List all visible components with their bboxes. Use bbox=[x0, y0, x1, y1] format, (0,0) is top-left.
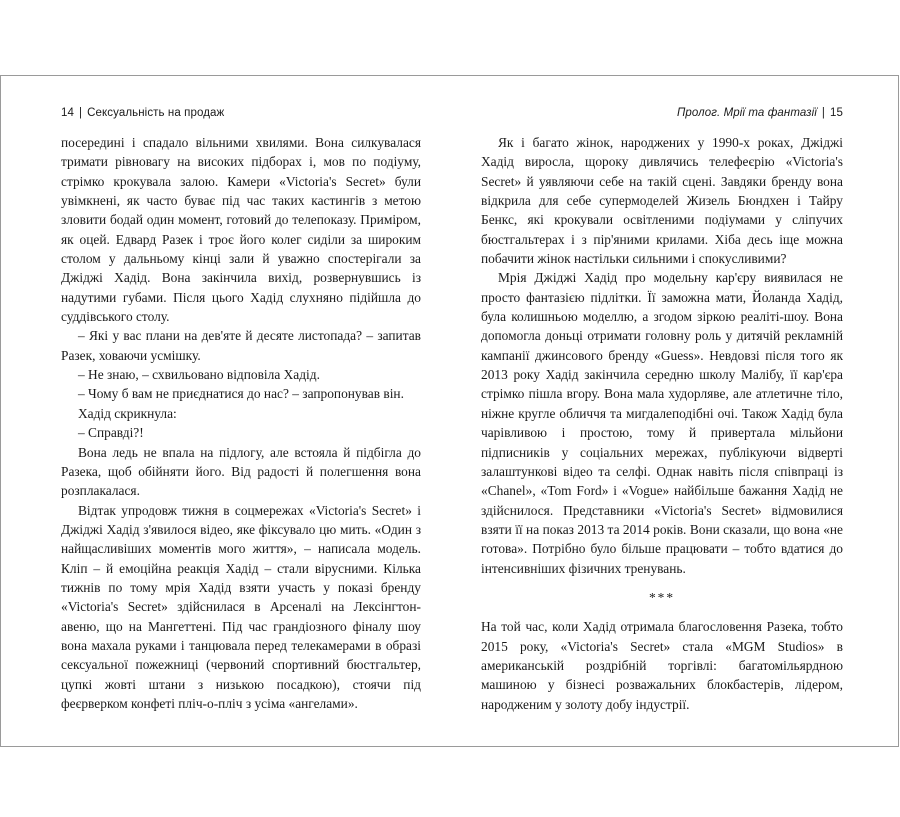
dialogue-line: – Справді?! bbox=[78, 425, 144, 441]
paragraph: Відтак упродовж тижня в соцмережах «Victoria's Secret» і Джіджі Хадід з'явилося відео, яке фіксувало цю мить. «Один з найщасливіших моментів мого життя», – написала модель. Кліп – й емоційна реакція Хадід – стали вірусними. Кілька тижнів по тому мрія Хадід взяти участь у показі бренду «Victoria's Secret» здійснилася в Арсеналі на Лексінгтон-авеню, що на Мангеттені. Під час грандіозного фіналу шоу вона махала руками і танцювала перед телекамерами в образі сексуальної пожежниці (червоний спортивний бюстгальтер, цупкі жовті штани з низькою посадкою), стоячи під феєрверком конфеті пліч-о-пліч з усіма «ангелами». bbox=[61, 502, 421, 711]
paragraph: Хадід скрикнула: bbox=[78, 405, 177, 421]
right-page bbox=[481, 76, 843, 746]
left-page-body bbox=[61, 133, 421, 713]
left-header-title: Сексуальність на продаж bbox=[87, 107, 225, 119]
header-separator: | bbox=[821, 107, 825, 119]
right-header-title: Пролог. Мрії та фантазії bbox=[676, 107, 817, 119]
paragraph: Вона ледь не впала на підлогу, але встояла й підбігла до Разека, щоб обійняти його. Від радості й полегшення вона розплакалася. bbox=[61, 444, 421, 499]
dialogue-line: – Чому б вам не приєднатися до нас? – запропонував він. bbox=[78, 386, 404, 402]
paragraph: Мрія Джіджі Хадід про модельну кар'єру виявилася не просто фантазією підлітки. Її заможна мати, Йоланда Хадід, була колишньою моделлю, а згодом зіркою реаліті-шоу. Вона допомогла доньці отримати головну роль у дитячій рекламній кампанії джинсового бренду «Guess». Невдовзі після того як 2013 року Хадід закінчила середню школу Малібу, її кар'єра стрімко пішла вгору. Вона мала худорляве, але атлетичне тіло, ніжне кругле обличчя та мигдалеподібні очі. Також Хадід була чарівливою і простою, тому й привертала мільйони підписників у соціальних мережах, публікуючи відверті залаштункові відео та селфі. Однак навіть після співпраці із «Chanel», «Tom Ford» і «Vogue» найбільше бажання Хадід не здійснилося. Представники «Victoria's Secret» відмовилися взяти її на показ 2013 та 2014 років. Вони сказали, що вона «не готова». Потрібно було більше працювати – тобто вдатися до інтенсивніших фізичних тренувань. bbox=[481, 270, 843, 576]
book-spread bbox=[0, 75, 899, 747]
dialogue-line: – Не знаю, – схвильовано відповіла Хадід. bbox=[78, 367, 320, 383]
left-page bbox=[61, 76, 421, 746]
left-page-number: 14 bbox=[61, 107, 74, 119]
header-separator: | bbox=[79, 107, 83, 119]
dialogue-line: – Які у вас плани на дев'яте й десяте листопада? – запитав Разек, ховаючи усмішку. bbox=[61, 328, 421, 363]
right-page-number: 15 bbox=[830, 107, 843, 119]
paragraph: посередині і спадало вільними хвилями. Вона силкувалася тримати рівновагу на високих підборах і, мов по подіуму, стрімко крокувала залою. Камери «Victoria's Secret» були увімкнені, як часто буває під час таких кастингів з метою зловити бодай один момент, готовий до телепоказу. Приміром, як оцей. Едвард Разек і троє його колег сиділи за широким столом у дальньому кінці зали й уважно спостерігали за Джіджі Хадід. Вона закінчила вихід, розвернувшись із надутими губами. Після цього Хадід слухняно підійшла до суддівського столу. bbox=[61, 135, 421, 325]
right-running-header bbox=[677, 107, 843, 119]
section-break: *** bbox=[648, 589, 676, 605]
left-running-header bbox=[61, 107, 224, 119]
paragraph: На той час, коли Хадід отримала благословення Разека, тобто 2015 року, «Victoria's Secret» стала «MGM Studios» в американській роздрібній торгівлі: багатомільярдною машиною у бізнесі розважальних блокбастерів, лідером, народженим у золоту добу індустрії. bbox=[481, 619, 843, 712]
paragraph: Як і багато жінок, народжених у 1990-х роках, Джіджі Хадід виросла, щороку дивлячись телефеєрію «Victoria's Secret» й уявляючи себе на такій сцені. Завдяки бренду вона відкрила для себе супермоделей Жизель Бюндхен і Тайру Бенкс, які крокували освітленими подіумами у сліпучих бюстгальтерах і з пір'яними крилами. Хіба десь іще можна побачити жінок настільки сильними і спокусливими? bbox=[481, 135, 843, 267]
right-page-body bbox=[481, 133, 843, 714]
